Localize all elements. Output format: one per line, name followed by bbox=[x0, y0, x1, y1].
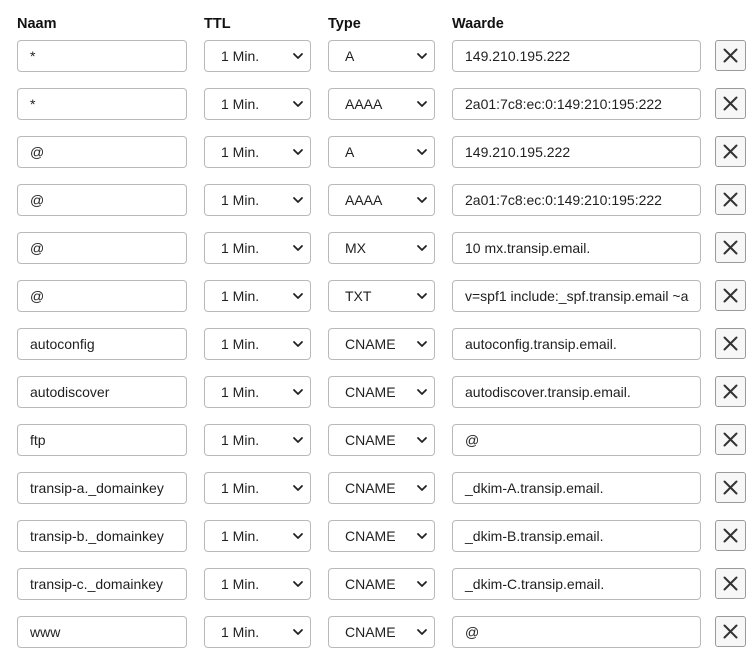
chevron-down-icon bbox=[417, 244, 427, 252]
type-select[interactable] bbox=[328, 184, 435, 216]
dns-record-row bbox=[0, 328, 756, 360]
type-select-value: CNAME bbox=[345, 336, 396, 352]
record-name-input[interactable]: * bbox=[17, 40, 187, 72]
record-value-input[interactable]: _dkim-C.transip.email. bbox=[452, 568, 701, 600]
close-icon bbox=[723, 192, 738, 207]
type-select-value: MX bbox=[345, 240, 366, 256]
type-select[interactable] bbox=[328, 40, 435, 72]
dns-records-list bbox=[0, 40, 756, 664]
record-value-input[interactable]: 10 mx.transip.email. bbox=[452, 232, 701, 264]
chevron-down-icon bbox=[417, 388, 427, 396]
close-icon bbox=[723, 576, 738, 591]
record-name-input[interactable]: transip-b._domainkey bbox=[17, 520, 187, 552]
delete-record-button[interactable] bbox=[715, 568, 746, 599]
type-select[interactable] bbox=[328, 616, 435, 648]
chevron-down-icon bbox=[293, 340, 303, 348]
chevron-down-icon bbox=[417, 148, 427, 156]
ttl-select-value: 1 Min. bbox=[221, 288, 260, 304]
type-select-value: TXT bbox=[345, 288, 372, 304]
chevron-down-icon bbox=[417, 580, 427, 588]
delete-record-button[interactable] bbox=[715, 520, 746, 551]
type-select-value: AAAA bbox=[345, 192, 383, 208]
chevron-down-icon bbox=[417, 484, 427, 492]
ttl-select-value: 1 Min. bbox=[221, 384, 260, 400]
type-select[interactable] bbox=[328, 472, 435, 504]
record-value-input[interactable]: 149.210.195.222 bbox=[452, 136, 701, 168]
type-select-value: AAAA bbox=[345, 96, 383, 112]
chevron-down-icon bbox=[417, 292, 427, 300]
column-header-ttl: TTL bbox=[204, 16, 231, 32]
record-name-input[interactable]: transip-a._domainkey bbox=[17, 472, 187, 504]
record-name-input[interactable]: ftp bbox=[17, 424, 187, 456]
close-icon bbox=[723, 432, 738, 447]
ttl-select-value: 1 Min. bbox=[221, 480, 260, 496]
chevron-down-icon bbox=[293, 148, 303, 156]
type-select-value: CNAME bbox=[345, 528, 396, 544]
close-icon bbox=[723, 384, 738, 399]
ttl-select[interactable] bbox=[204, 40, 311, 72]
dns-record-row bbox=[0, 136, 756, 168]
column-header-value: Waarde bbox=[452, 16, 504, 32]
type-select-value: CNAME bbox=[345, 384, 396, 400]
close-icon bbox=[723, 480, 738, 495]
record-value-input[interactable]: autoconfig.transip.email. bbox=[452, 328, 701, 360]
close-icon bbox=[723, 48, 738, 63]
close-icon bbox=[723, 240, 738, 255]
chevron-down-icon bbox=[417, 100, 427, 108]
dns-record-row bbox=[0, 568, 756, 600]
ttl-select[interactable] bbox=[204, 184, 311, 216]
type-select-value: CNAME bbox=[345, 432, 396, 448]
dns-record-row bbox=[0, 280, 756, 312]
close-icon bbox=[723, 528, 738, 543]
chevron-down-icon bbox=[417, 436, 427, 444]
dns-record-row bbox=[0, 616, 756, 648]
delete-record-button[interactable] bbox=[715, 136, 746, 167]
record-value-input[interactable]: 2a01:7c8:ec:0:149:210:195:222 bbox=[452, 88, 701, 120]
delete-record-button[interactable] bbox=[715, 88, 746, 119]
chevron-down-icon bbox=[293, 388, 303, 396]
delete-record-button[interactable] bbox=[715, 184, 746, 215]
ttl-select[interactable] bbox=[204, 376, 311, 408]
record-value-input[interactable]: @ bbox=[452, 616, 701, 648]
column-header-type: Type bbox=[328, 16, 361, 32]
type-select[interactable] bbox=[328, 328, 435, 360]
type-select-value: CNAME bbox=[345, 480, 396, 496]
close-icon bbox=[723, 624, 738, 639]
chevron-down-icon bbox=[293, 292, 303, 300]
chevron-down-icon bbox=[293, 532, 303, 540]
ttl-select-value: 1 Min. bbox=[221, 528, 260, 544]
chevron-down-icon bbox=[417, 340, 427, 348]
chevron-down-icon bbox=[417, 52, 427, 60]
dns-record-row bbox=[0, 376, 756, 408]
ttl-select-value: 1 Min. bbox=[221, 144, 260, 160]
chevron-down-icon bbox=[293, 244, 303, 252]
chevron-down-icon bbox=[293, 628, 303, 636]
chevron-down-icon bbox=[293, 52, 303, 60]
ttl-select[interactable] bbox=[204, 232, 311, 264]
ttl-select[interactable] bbox=[204, 280, 311, 312]
ttl-select-value: 1 Min. bbox=[221, 624, 260, 640]
chevron-down-icon bbox=[417, 628, 427, 636]
chevron-down-icon bbox=[293, 484, 303, 492]
dns-record-row bbox=[0, 40, 756, 72]
ttl-select-value: 1 Min. bbox=[221, 432, 260, 448]
delete-record-button[interactable] bbox=[715, 232, 746, 263]
chevron-down-icon bbox=[293, 100, 303, 108]
record-name-input[interactable]: @ bbox=[17, 136, 187, 168]
delete-record-button[interactable] bbox=[715, 616, 746, 647]
record-name-input[interactable]: @ bbox=[17, 184, 187, 216]
type-select[interactable] bbox=[328, 232, 435, 264]
close-icon bbox=[723, 144, 738, 159]
record-name-input[interactable]: www bbox=[17, 616, 187, 648]
ttl-select[interactable] bbox=[204, 328, 311, 360]
ttl-select[interactable] bbox=[204, 568, 311, 600]
record-value-input[interactable]: _dkim-A.transip.email. bbox=[452, 472, 701, 504]
delete-record-button[interactable] bbox=[715, 328, 746, 359]
record-name-input[interactable]: autoconfig bbox=[17, 328, 187, 360]
ttl-select[interactable] bbox=[204, 472, 311, 504]
record-value-input[interactable]: _dkim-B.transip.email. bbox=[452, 520, 701, 552]
ttl-select-value: 1 Min. bbox=[221, 336, 260, 352]
record-value-input[interactable]: 149.210.195.222 bbox=[452, 40, 701, 72]
ttl-select[interactable] bbox=[204, 616, 311, 648]
chevron-down-icon bbox=[417, 196, 427, 204]
dns-record-row bbox=[0, 472, 756, 504]
chevron-down-icon bbox=[293, 580, 303, 588]
record-value-input[interactable]: 2a01:7c8:ec:0:149:210:195:222 bbox=[452, 184, 701, 216]
dns-record-row bbox=[0, 424, 756, 456]
type-select[interactable] bbox=[328, 376, 435, 408]
close-icon bbox=[723, 96, 738, 111]
type-select-value: A bbox=[345, 48, 355, 64]
record-value-input[interactable]: autodiscover.transip.email. bbox=[452, 376, 701, 408]
dns-record-row bbox=[0, 520, 756, 552]
record-name-input[interactable]: * bbox=[17, 88, 187, 120]
record-value-input[interactable]: v=spf1 include:_spf.transip.email ~a bbox=[452, 280, 701, 312]
record-name-input[interactable]: @ bbox=[17, 280, 187, 312]
type-select-value: CNAME bbox=[345, 624, 396, 640]
type-select[interactable] bbox=[328, 520, 435, 552]
table-header bbox=[0, 14, 756, 34]
type-select[interactable] bbox=[328, 424, 435, 456]
ttl-select[interactable] bbox=[204, 520, 311, 552]
chevron-down-icon bbox=[293, 196, 303, 204]
ttl-select-value: 1 Min. bbox=[221, 240, 260, 256]
ttl-select-value: 1 Min. bbox=[221, 192, 260, 208]
dns-record-row bbox=[0, 88, 756, 120]
close-icon bbox=[723, 336, 738, 351]
delete-record-button[interactable] bbox=[715, 472, 746, 503]
ttl-select-value: 1 Min. bbox=[221, 48, 260, 64]
delete-record-button[interactable] bbox=[715, 40, 746, 71]
type-select[interactable] bbox=[328, 568, 435, 600]
close-icon bbox=[723, 288, 738, 303]
chevron-down-icon bbox=[417, 532, 427, 540]
type-select-value: A bbox=[345, 144, 355, 160]
dns-record-row bbox=[0, 232, 756, 264]
chevron-down-icon bbox=[293, 436, 303, 444]
record-name-input[interactable]: transip-c._domainkey bbox=[17, 568, 187, 600]
ttl-select[interactable] bbox=[204, 88, 311, 120]
ttl-select-value: 1 Min. bbox=[221, 96, 260, 112]
ttl-select-value: 1 Min. bbox=[221, 576, 260, 592]
type-select-value: CNAME bbox=[345, 576, 396, 592]
column-header-name: Naam bbox=[17, 16, 57, 32]
type-select[interactable] bbox=[328, 88, 435, 120]
delete-record-button[interactable] bbox=[715, 424, 746, 455]
ttl-select[interactable] bbox=[204, 136, 311, 168]
delete-record-button[interactable] bbox=[715, 280, 746, 311]
dns-record-row bbox=[0, 184, 756, 216]
type-select[interactable] bbox=[328, 280, 435, 312]
record-value-input[interactable]: @ bbox=[452, 424, 701, 456]
ttl-select[interactable] bbox=[204, 424, 311, 456]
record-name-input[interactable]: @ bbox=[17, 232, 187, 264]
record-name-input[interactable]: autodiscover bbox=[17, 376, 187, 408]
type-select[interactable] bbox=[328, 136, 435, 168]
delete-record-button[interactable] bbox=[715, 376, 746, 407]
